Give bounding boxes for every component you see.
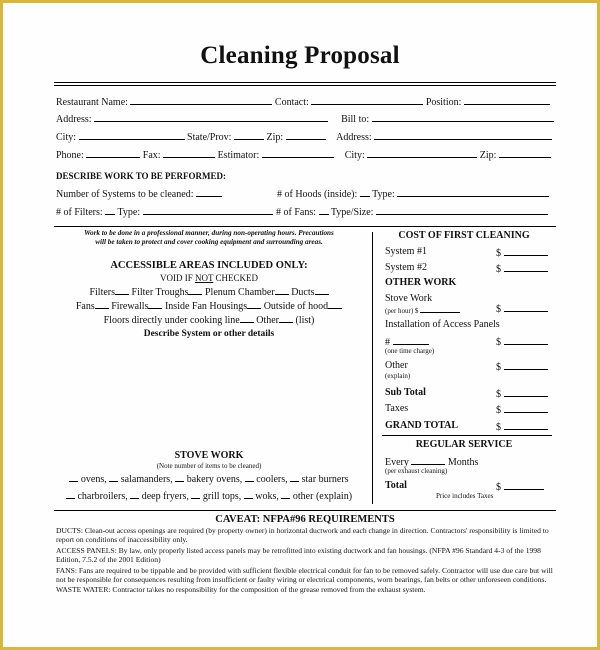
area-ducts-check[interactable] (315, 285, 329, 295)
area-list-label: (list) (295, 315, 315, 326)
system1-cost-field[interactable] (504, 246, 548, 256)
caveat-text (56, 526, 554, 596)
hood-type-field[interactable] (397, 187, 549, 197)
stove-work-cost-field[interactable] (504, 302, 548, 312)
grand-total-label: GRAND TOTAL (385, 420, 459, 431)
area-inside-fan-housings-label: Inside Fan Housings (164, 301, 248, 312)
work-notice-line-1: Work to be done in a professional manner, during non-operating hours. Precautions (84, 229, 334, 237)
city-field[interactable] (79, 130, 185, 140)
taxes-field[interactable] (504, 403, 548, 413)
area-fans-check[interactable] (95, 299, 109, 309)
caveat-fans: FANS: Fans are required to be tippable and be provided with sufficient flexible electrical conduit for fan to be removed safely. Contractor will use due care but will not be responsible for consequences resulting from insufficient or faulty wiring or electrical components, worn bearings, fan belts or other unforeseen conditions. (56, 565, 553, 584)
phone-field[interactable] (86, 148, 140, 158)
currency-symbol: $ (496, 337, 501, 348)
currency-symbol: $ (496, 248, 501, 259)
client-row-4 (56, 148, 551, 162)
area-ducts-label: Ducts (291, 287, 315, 298)
client-row-2 (56, 112, 554, 126)
per-hour-text: (per hour) $ (385, 307, 419, 315)
salamanders-label: salamanders, (120, 474, 173, 485)
restaurant-name-field[interactable] (130, 95, 272, 105)
stove-work-cost-label: Stove Work (385, 293, 433, 304)
area-fans-label: Fans (75, 301, 95, 312)
fax-field[interactable] (163, 148, 215, 158)
regular-total-field[interactable] (504, 480, 544, 490)
every-label: Every (385, 457, 409, 468)
grill-tops-count[interactable] (191, 489, 200, 499)
regular-service-heading: REGULAR SERVICE (415, 439, 513, 450)
void-suffix: CHECKED (213, 273, 259, 283)
subtotal-label: Sub Total (385, 387, 426, 398)
bill-zip-field[interactable] (499, 148, 551, 158)
num-filters-field[interactable] (105, 205, 115, 215)
other-cost-field[interactable] (504, 360, 548, 370)
currency-symbol: $ (496, 422, 501, 433)
area-floors-label: Floors directly under cooking line (103, 315, 240, 326)
currency-symbol: $ (496, 304, 501, 315)
other-cost (496, 360, 548, 374)
other-work-heading: OTHER WORK (385, 277, 457, 288)
caveat-waste-water: WASTE WATER: Contractor ta\kes no responsibility for the composition of the grease removed from the exhaust system. (56, 585, 426, 595)
bill-city-field[interactable] (367, 148, 477, 158)
months-label: Months (447, 457, 479, 468)
currency-symbol: $ (496, 482, 501, 493)
taxes-cost (496, 403, 548, 417)
woks-label: woks, (255, 491, 279, 502)
other-count[interactable] (281, 489, 290, 499)
bill-to-field[interactable] (372, 112, 554, 122)
work-row-2-left (56, 205, 273, 219)
area-firewalls-check[interactable] (148, 299, 162, 309)
contact-field[interactable] (311, 95, 423, 105)
system2-cost (496, 262, 548, 276)
filter-type-field[interactable] (143, 205, 273, 215)
void-prefix: VOID IF (159, 273, 195, 283)
regular-total-cost (496, 480, 544, 494)
area-other-label: Other (256, 315, 279, 326)
position-label: Position: (425, 97, 462, 108)
num-fans-label: # of Fans: (276, 207, 316, 218)
work-row-2-right (276, 205, 548, 219)
areas-row-1 (54, 285, 364, 299)
caveat-access-panels: ACCESS PANELS: By law, only properly listed access panels may be retrofitted into existing ductwork and fan housings. (NFPA #96 Standard 4-3 of the 1998 Edition, 7.5.2 of the 2001 Edition) (56, 545, 541, 564)
per-hour-label (385, 306, 460, 315)
work-row-1-left (56, 187, 222, 201)
bill-address-label: Address: (336, 132, 372, 143)
area-outside-of-hood-label: Outside of hood (263, 301, 329, 312)
hood-type-label: Type: (372, 189, 395, 200)
fan-type-size-field[interactable] (376, 205, 548, 215)
price-includes-taxes-note: Price includes Taxes (436, 492, 494, 500)
stove-work-heading: STOVE WORK (174, 450, 244, 461)
cost-heading: COST OF FIRST CLEANING (398, 230, 530, 241)
num-hoods-field[interactable] (360, 187, 370, 197)
system2-cost-field[interactable] (504, 262, 548, 272)
num-systems-field[interactable] (196, 187, 222, 197)
num-systems-label: Number of Systems to be cleaned: (56, 189, 194, 200)
per-exhaust-label: (per exhaust cleaning) (385, 467, 448, 475)
grand-total-cost (496, 420, 548, 434)
stove-row-1 (54, 472, 364, 486)
caveat-heading: CAVEAT: NFPA#96 REQUIREMENTS (215, 514, 395, 525)
bill-to-label: Bill to: (341, 114, 370, 125)
grand-total-field[interactable] (504, 420, 548, 430)
explain-label: (explain) (385, 372, 411, 380)
position-field[interactable] (464, 95, 550, 105)
caveat-rule (54, 510, 556, 511)
caveat-ducts: DUCTS: Clean-out access openings are required (by property owner) in horizontal ductwork and each change in direction. Contractors' responsibility is limited to report on conditions of inaccessibility only. (56, 526, 549, 545)
star-burners-count[interactable] (290, 472, 299, 482)
filter-type-label: Type: (117, 207, 141, 218)
star-burners-label: star burners (301, 474, 349, 485)
area-plenum-chamber-label: Plenum Chamber (204, 287, 275, 298)
access-panels-cost-field[interactable] (504, 335, 548, 345)
other-cost-label: Other (385, 360, 408, 371)
area-filters-label: Filters (89, 287, 116, 298)
estimator-field[interactable] (262, 148, 334, 158)
bill-address-field[interactable] (374, 130, 552, 140)
area-filter-troughs-check[interactable] (188, 285, 202, 295)
client-row-1 (56, 95, 550, 109)
months-interval-field[interactable] (411, 455, 445, 465)
taxes-label: Taxes (385, 403, 409, 414)
city-label: City: (56, 132, 77, 143)
work-notice (54, 229, 364, 247)
area-other-check[interactable] (279, 313, 293, 323)
coolers-count[interactable] (245, 472, 254, 482)
currency-symbol: $ (496, 264, 501, 275)
coolers-label: coolers, (256, 474, 288, 485)
access-panels-label: Installation of Access Panels (385, 319, 500, 330)
other-explain-label: other (explain) (292, 491, 353, 502)
document-title: Cleaning Proposal (200, 42, 400, 69)
system1-label: System #1 (385, 246, 427, 257)
system1-cost (496, 246, 548, 260)
describe-system-label: Describe System or other details (143, 329, 275, 339)
woks-count[interactable] (244, 489, 253, 499)
address-label: Address: (56, 114, 92, 125)
area-outside-of-hood-check[interactable] (328, 299, 342, 309)
charbroilers-label: charbroilers, (77, 491, 128, 502)
hash-label: # (385, 337, 390, 348)
stove-row-2 (54, 489, 364, 503)
subtotal-field[interactable] (504, 387, 548, 397)
zip-field[interactable] (286, 130, 326, 140)
describe-work-heading: DESCRIBE WORK TO BE PERFORMED: (56, 171, 227, 181)
grill-tops-label: grill tops, (202, 491, 242, 502)
one-time-charge-label: (one time charge) (385, 347, 435, 355)
currency-symbol: $ (496, 405, 501, 416)
bill-city-label: City: (344, 150, 365, 161)
address-field[interactable] (94, 112, 328, 122)
area-floors-check[interactable] (240, 313, 254, 323)
bakery-ovens-count[interactable] (175, 472, 184, 482)
client-row-3 (56, 130, 552, 144)
work-row-1-right (277, 187, 549, 201)
bill-zip-label: Zip: (479, 150, 497, 161)
column-divider (372, 232, 373, 504)
state-prov-label: State/Prov: (187, 132, 232, 143)
zip-label: Zip: (266, 132, 284, 143)
area-firewalls-label: Firewalls (111, 301, 149, 312)
per-hour-rate-field[interactable] (420, 306, 460, 313)
void-not: NOT (194, 273, 214, 283)
subtotal-cost (496, 387, 548, 401)
area-filter-troughs-label: Filter Troughs (131, 287, 189, 298)
num-fans-field[interactable] (319, 205, 329, 215)
void-notice (54, 272, 364, 284)
ovens-count[interactable] (69, 472, 78, 482)
num-hoods-label: # of Hoods (inside): (277, 189, 358, 200)
areas-row-2 (54, 299, 364, 313)
fan-type-size-label: Type/Size: (330, 207, 374, 218)
area-plenum-chamber-check[interactable] (275, 285, 289, 295)
state-prov-field[interactable] (234, 130, 264, 140)
contact-label: Contact: (274, 97, 309, 108)
deep-fryers-label: deep fryers, (141, 491, 189, 502)
regular-total-label: Total (385, 480, 407, 491)
access-panels-count-field[interactable] (393, 335, 429, 345)
salamanders-count[interactable] (109, 472, 118, 482)
fax-label: Fax: (142, 150, 161, 161)
stove-work-cost (496, 302, 548, 316)
access-panels-cost (496, 335, 548, 349)
system2-label: System #2 (385, 262, 427, 273)
charbroilers-count[interactable] (66, 489, 75, 499)
restaurant-name-label: Restaurant Name: (56, 97, 128, 108)
describe-system-area[interactable] (60, 342, 360, 446)
section-rule-top (54, 226, 556, 227)
title-double-rule (54, 82, 556, 86)
estimator-label: Estimator: (217, 150, 260, 161)
work-notice-line-2: will be taken to protect and cover cooking equipment and surrounding areas. (95, 238, 323, 246)
ovens-label: ovens, (80, 474, 107, 485)
phone-label: Phone: (56, 150, 84, 161)
regular-service-rule (382, 435, 552, 436)
num-filters-label: # of Filters: (56, 207, 103, 218)
accessible-areas-heading: ACCESSIBLE AREAS INCLUDED ONLY: (110, 260, 308, 271)
bakery-ovens-label: bakery ovens, (186, 474, 243, 485)
currency-symbol: $ (496, 389, 501, 400)
stove-work-note: (Note number of items to be cleaned) (156, 462, 262, 470)
area-inside-fan-housings-check[interactable] (247, 299, 261, 309)
area-filters-check[interactable] (115, 285, 129, 295)
currency-symbol: $ (496, 362, 501, 373)
deep-fryers-count[interactable] (130, 489, 139, 499)
areas-row-3 (54, 313, 364, 327)
